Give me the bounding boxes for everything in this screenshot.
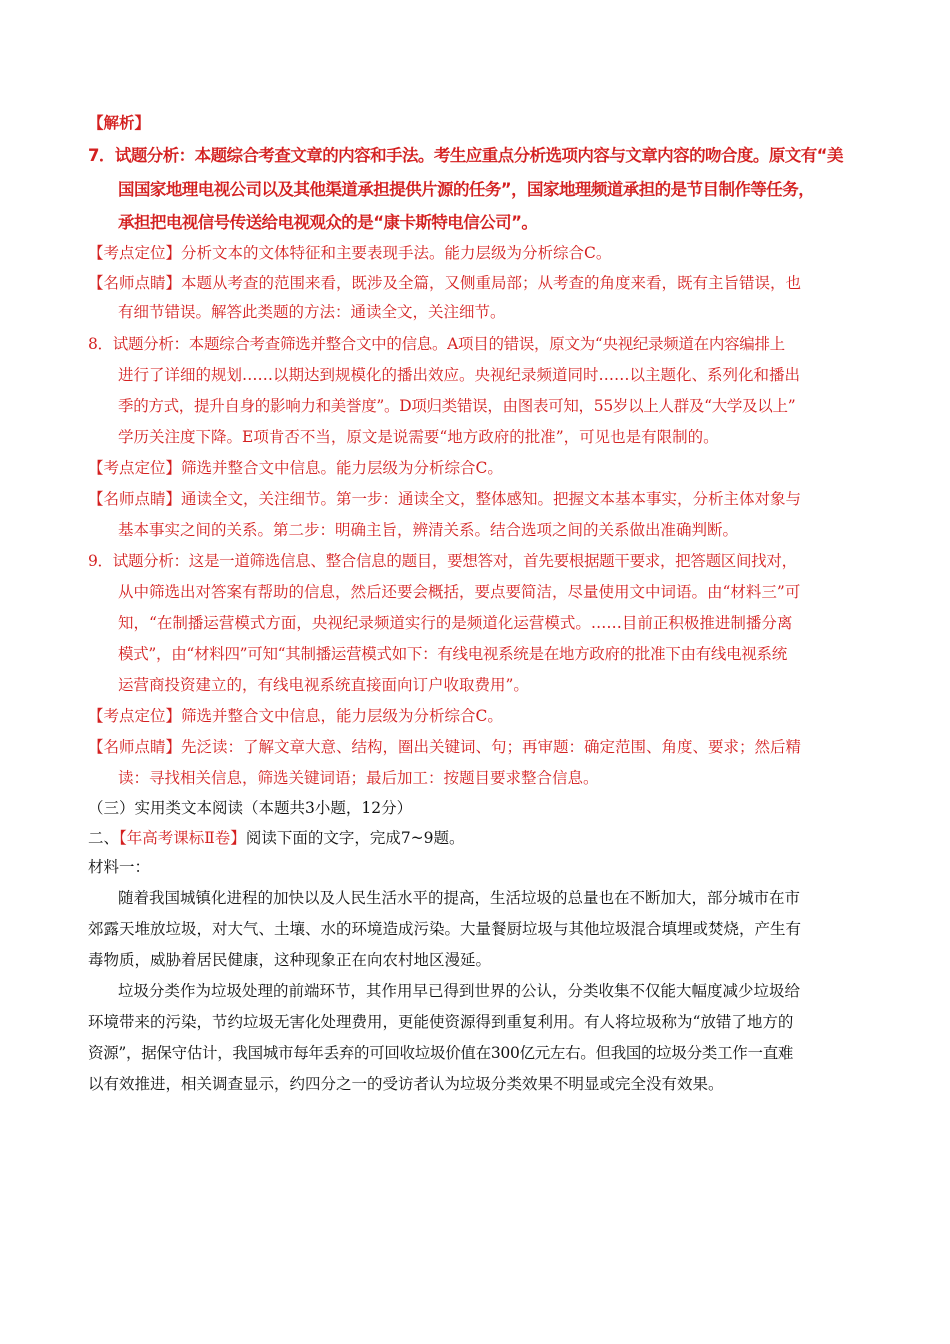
q7-analysis-line-1: 7．试题分析：本题综合考查文章的内容和手法。考生应重点分析选项内容与文章内容的吻合度。原文有“美: [88, 146, 843, 165]
analysis-header: 【解析】: [88, 113, 151, 132]
part-instruction: 阅读下面的文字，完成7~9题。: [245, 829, 465, 847]
q9-mingshi-line-1: 【名师点睛】先泛读：了解文章大意、结构，圈出关键词、句；再审题：确定范围、角度、要求；然后精: [88, 738, 802, 756]
q9-analysis-line-4: 模式”，由“材料四”可知“其制播运营模式如下：有线电视系统是在地方政府的批准下由有线电视系统: [118, 645, 787, 663]
para1-line-3: 毒物质，威胁着居民健康，这种现象正在向农村地区漫延。: [88, 951, 492, 969]
q8-analysis-line-3: 季的方式，提升自身的影响力和美誉度”。D项归类错误，由图表可知，55岁以上人群及“大学及以上”: [118, 397, 796, 415]
q9-analysis-line-3: 知，“在制播运营模式方面，央视纪录频道实行的是频道化运营模式。……目前正积极推进制播分离: [118, 614, 793, 632]
para2-line-2: 环境带来的污染，节约垃圾无害化处理费用，更能使资源得到重复利用。有人将垃圾称为“放错了地方的: [88, 1013, 794, 1031]
q7-analysis-line-2: 国国家地理电视公司以及其他渠道承担提供片源的任务”，国家地理频道承担的是节目制作等任务，: [118, 180, 815, 199]
q9-kaodian: 【考点定位】筛选并整合文中信息，能力层级为分析综合C。: [88, 707, 503, 725]
q7-mingshi-line-1: 【名师点睛】本题从考查的范围来看，既涉及全篇，又侧重局部；从考查的角度来看，既有主旨错误，也: [88, 274, 802, 292]
q8-kaodian: 【考点定位】筛选并整合文中信息。能力层级为分析综合C。: [88, 459, 503, 477]
q7-analysis-line-3: 承担把电视信号传送给电视观众的是“康卡斯特电信公司”。: [118, 213, 538, 232]
q9-analysis-line-2: 从中筛选出对答案有帮助的信息，然后还要会概括，要点要简洁，尽量使用文中词语。由“材料三”可: [118, 583, 801, 601]
q9-mingshi-line-2: 读：寻找相关信息，筛选关键词语；最后加工：按题目要求整合信息。: [118, 769, 599, 787]
para2-line-4: 以有效推进，相关调查显示，约四分之一的受访者认为垃圾分类效果不明显或完全没有效果。: [88, 1075, 724, 1093]
q8-mingshi-line-1: 【名师点睛】通读全文，关注细节。第一步：通读全文，整体感知。把握文本基本事实，分析主体对象与: [88, 490, 802, 508]
q9-analysis-line-5: 运营商投资建立的，有线电视系统直接面向订户收取费用”。: [118, 676, 529, 694]
q8-mingshi-line-2: 基本事实之间的关系。第二步：明确主旨，辨清关系。结合选项之间的关系做出准确判断。: [118, 521, 739, 539]
para1-line-2: 郊露天堆放垃圾，对大气、土壤、水的环境造成污染。大量餐厨垃圾与其他垃圾混合填埋或焚烧，产生有: [88, 920, 802, 938]
q9-analysis-line-1: 9．试题分析：这是一道筛选信息、整合信息的题目，要想答对，首先要根据题干要求，把答题区间找对，: [88, 552, 797, 570]
q7-kaodian: 【考点定位】分析文本的文体特征和主要表现手法。能力层级为分析综合C。: [88, 244, 612, 262]
q7-mingshi-line-2: 有细节错误。解答此类题的方法：通读全文，关注细节。: [118, 303, 506, 321]
q8-analysis-line-1: 8．试题分析：本题综合考查筛选并整合文中的信息。A项目的错误，原文为“央视纪录频道在内容编排上: [88, 335, 785, 353]
material-label: 材料一：: [88, 858, 151, 876]
para2-line-1: 垃圾分类作为垃圾处理的前端环节，其作用早已得到世界的公认，分类收集不仅能大幅度减少垃圾给: [118, 982, 801, 1000]
part-source: 【年高考课标Ⅱ卷】: [119, 829, 246, 847]
section-title: （三）实用类文本阅读（本题共3小题，12分）: [88, 799, 413, 817]
para1-line-1: 随着我国城镇化进程的加快以及人民生活水平的提高，生活垃圾的总量也在不断加大，部分城市在市: [118, 889, 801, 907]
part-prefix: 二、: [88, 829, 120, 847]
q8-analysis-line-4: 学历关注度下降。E项肯否不当，原文是说需要“地方政府的批准”，可见也是有限制的。: [118, 428, 719, 446]
q8-analysis-line-2: 进行了详细的规划……以期达到规模化的播出效应。央视纪录频道同时……以主题化、系列化和播出: [118, 366, 801, 384]
part-heading: [88, 828, 465, 848]
para2-line-3: 资源”，据保守估计，我国城市每年丢弃的可回收垃圾价值在300亿元左右。但我国的垃圾分类工作一直难: [88, 1044, 794, 1062]
